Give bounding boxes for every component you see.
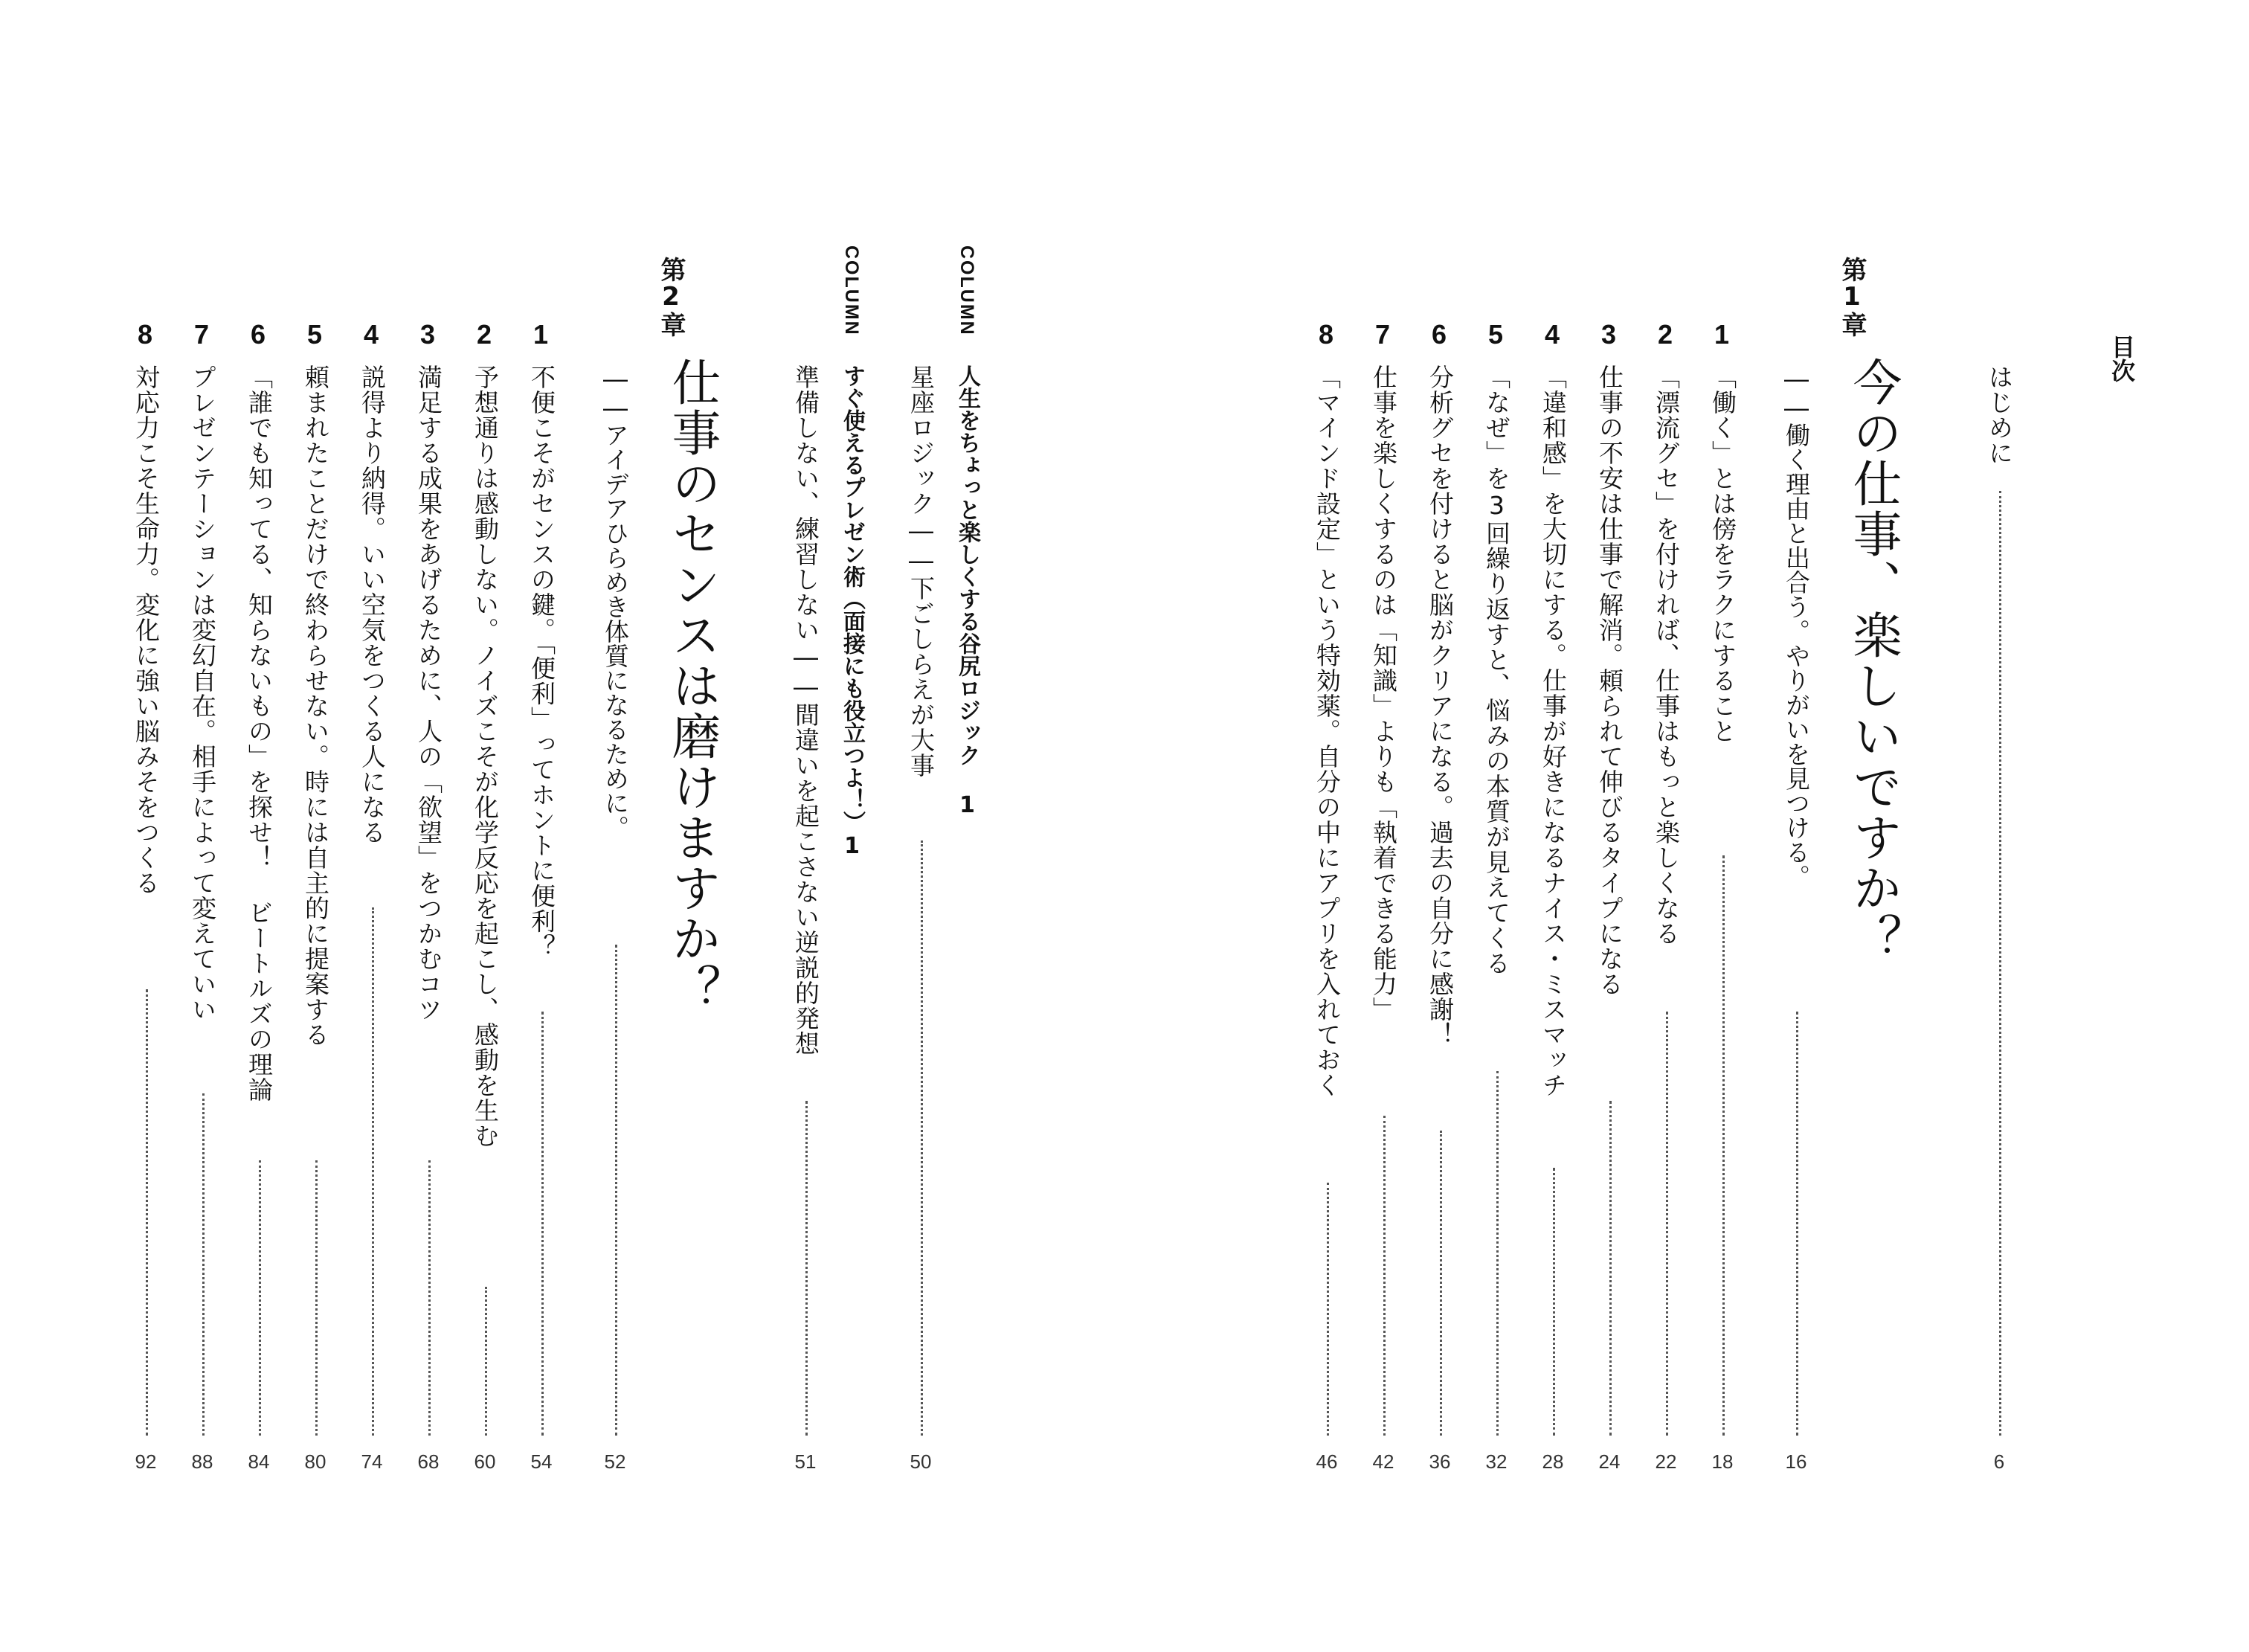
column-label: COLUMN xyxy=(841,245,862,336)
dot-leader xyxy=(485,1287,487,1436)
item-number: 3 xyxy=(419,319,436,350)
chapter1-subtitle-page: 16 xyxy=(1785,1450,1807,1473)
column-page: 50 xyxy=(910,1450,932,1473)
item-page: 28 xyxy=(1542,1450,1564,1473)
dot-leader xyxy=(1440,1131,1442,1436)
chapter2-subtitle-page: 52 xyxy=(604,1450,626,1473)
item-title: 分析グセを付けると脳がクリアになる。過去の自分に感謝！ xyxy=(1426,364,1455,1047)
column-label: COLUMN xyxy=(956,245,977,336)
item-page: 88 xyxy=(191,1450,213,1473)
intro-label: はじめに xyxy=(1985,364,2014,466)
item-title: 「違和感」を大切にする。仕事が好きになるナイス・ミスマッチ xyxy=(1539,364,1568,1098)
item-page: 84 xyxy=(248,1450,270,1473)
chapter2-label: 第2章 xyxy=(656,257,686,337)
item-number: 8 xyxy=(1318,319,1334,350)
item-number: 6 xyxy=(250,319,266,350)
item-number: 6 xyxy=(1431,319,1447,350)
item-title: 不便こそがセンスの鍵。「便利」ってホントに便利？ xyxy=(527,364,556,960)
chapter1-label: 第1章 xyxy=(1837,257,1867,337)
intro-page: 6 xyxy=(1993,1450,2005,1473)
item-title: 予想通りは感動しない。ノイズこそが化学反応を起こし、感動を生む xyxy=(471,364,500,1148)
dot-leader xyxy=(1722,855,1725,1436)
dot-leader xyxy=(921,841,923,1436)
item-title: 「誰でも知ってる、知らないもの」を探せ！ ビートルズの理論 xyxy=(245,364,274,1102)
dot-leader xyxy=(1553,1168,1555,1436)
item-title: 「マインド設定」という特効薬。自分の中にアプリを入れておく xyxy=(1313,364,1342,1098)
item-page: 32 xyxy=(1485,1450,1508,1473)
item-number: 2 xyxy=(1657,319,1673,350)
item-number: 5 xyxy=(1487,319,1504,350)
chapter2-subtitle: ――アイデアひらめき体質になるために。 xyxy=(601,364,630,840)
dot-leader xyxy=(1999,491,2001,1436)
item-page: 42 xyxy=(1372,1450,1394,1473)
item-page: 60 xyxy=(474,1450,496,1473)
column-title: すぐ使えるプレゼン術（面接にも役立つよ！）1 xyxy=(839,364,865,859)
item-title: プレゼンテーションは変幻自在。相手によって変えていい xyxy=(188,364,217,1022)
item-title: 対応力こそ生命力。変化に強い脳みそをつくる xyxy=(132,364,161,896)
item-title: 頼まれたことだけで終わらせない。時には自主的に提案する xyxy=(301,364,330,1047)
chapter1-subtitle: ――働く理由と出合う。やりがいを見つける。 xyxy=(1782,364,1811,889)
item-title: 「なぜ」を3回繰り返すと、悩みの本質が見えてくる xyxy=(1482,364,1511,976)
column-page: 51 xyxy=(794,1450,817,1473)
chapter1-title: 今の仕事、楽しいですか？ xyxy=(1844,357,1902,964)
item-number: 7 xyxy=(193,319,210,350)
item-title: 仕事を楽しくするのは「知識」よりも「執着できる能力」 xyxy=(1369,364,1398,1022)
toc-title: 目次 xyxy=(2108,335,2136,382)
item-page: 68 xyxy=(417,1450,440,1473)
item-number: 5 xyxy=(306,319,323,350)
item-number: 2 xyxy=(476,319,492,350)
column-subtitle: 星座ロジック――下ごしらえが大事 xyxy=(907,364,936,778)
item-title: 満足する成果をあげるために、人の「欲望」をつかむコツ xyxy=(414,364,443,1022)
item-number: 7 xyxy=(1374,319,1391,350)
dot-leader xyxy=(146,989,148,1436)
item-title: 「漂流グセ」を付ければ、仕事はもっと楽しくなる xyxy=(1652,364,1681,946)
item-title: 「働く」とは傍をラクにすること xyxy=(1708,364,1737,744)
dot-leader xyxy=(259,1160,261,1436)
item-page: 36 xyxy=(1429,1450,1451,1473)
dot-leader xyxy=(1666,1012,1668,1436)
item-number: 8 xyxy=(137,319,153,350)
dot-leader xyxy=(1327,1183,1329,1436)
item-page: 80 xyxy=(304,1450,326,1473)
item-page: 92 xyxy=(135,1450,157,1473)
dot-leader xyxy=(1609,1101,1612,1436)
column-subtitle: 準備しない、練習しない――間違いを起こさない逆説的発想 xyxy=(791,364,820,1056)
dot-leader xyxy=(1496,1071,1499,1436)
item-page: 74 xyxy=(361,1450,383,1473)
item-number: 1 xyxy=(1714,319,1730,350)
item-number: 4 xyxy=(363,319,379,350)
chapter2-title: 仕事のセンスは磨けますか？ xyxy=(663,357,721,1015)
dot-leader xyxy=(372,907,374,1436)
dot-leader xyxy=(1796,1012,1798,1436)
item-page: 54 xyxy=(530,1450,553,1473)
dot-leader xyxy=(202,1093,205,1436)
dot-leader xyxy=(805,1101,808,1436)
dot-leader xyxy=(428,1160,431,1436)
column-title: 人生をちょっと楽しくする谷尻ロジック 1 xyxy=(954,364,980,818)
dot-leader xyxy=(541,1012,544,1436)
item-number: 4 xyxy=(1544,319,1560,350)
item-title: 説得より納得。いい空気をつくる人になる xyxy=(358,364,387,845)
dot-leader xyxy=(1383,1116,1386,1436)
item-page: 18 xyxy=(1711,1450,1734,1473)
item-page: 46 xyxy=(1316,1450,1338,1473)
item-title: 仕事の不安は仕事で解消。頼られて伸びるタイプになる xyxy=(1595,364,1624,997)
item-number: 3 xyxy=(1600,319,1617,350)
item-page: 24 xyxy=(1598,1450,1621,1473)
dot-leader xyxy=(615,945,617,1436)
item-number: 1 xyxy=(533,319,549,350)
item-page: 22 xyxy=(1655,1450,1677,1473)
dot-leader xyxy=(315,1160,318,1436)
